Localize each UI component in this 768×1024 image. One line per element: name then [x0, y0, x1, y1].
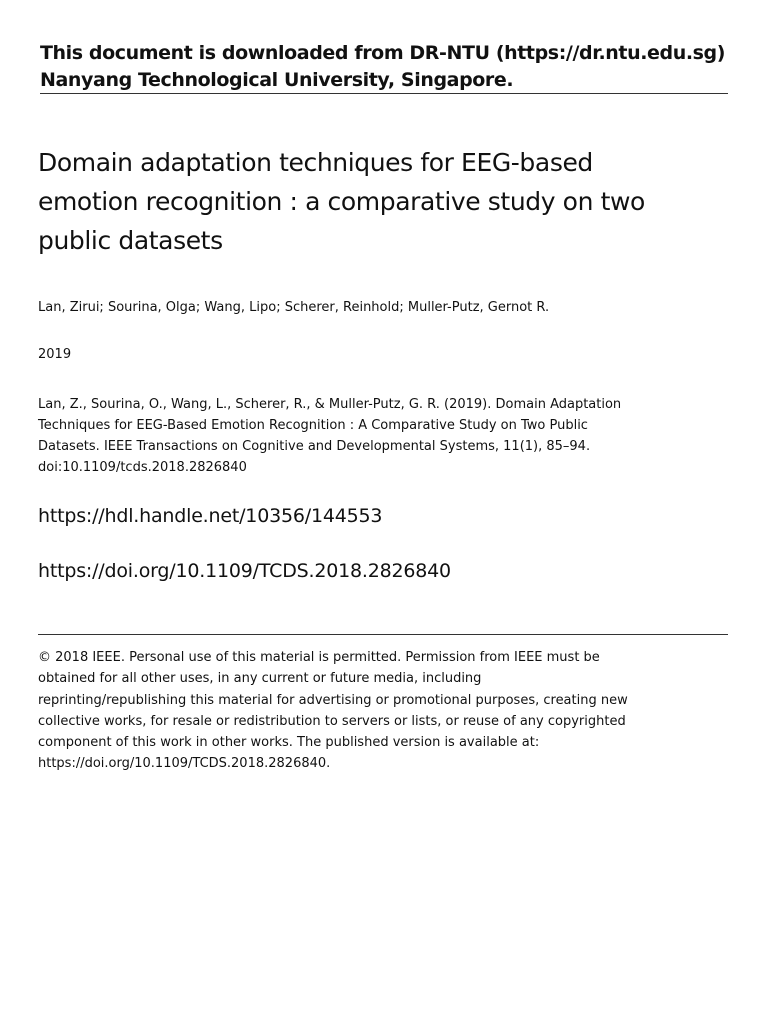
document-title	[38, 143, 678, 260]
handle-link[interactable]: https://hdl.handle.net/10356/144553	[38, 505, 383, 527]
author-list: Lan, Zirui; Sourina, Olga; Wang, Lipo; Scherer, Reinhold; Muller-Putz, Gernot R.	[38, 300, 550, 315]
doi-link[interactable]: https://doi.org/10.1109/TCDS.2018.2826840	[38, 560, 451, 582]
copyright-line: © 2018 IEEE. Personal use of this material is permitted. Permission from IEEE must be	[38, 650, 600, 665]
title-line: emotion recognition : a comparative study on two	[38, 187, 645, 216]
repository-header	[40, 40, 728, 94]
publication-year: 2019	[38, 347, 72, 362]
header-university: Nanyang Technological University, Singapore.	[40, 69, 514, 91]
copyright-line: collective works, for resale or redistribution to servers or lists, or reuse of any copyrighted	[38, 713, 626, 729]
copyright-line: https://doi.org/10.1109/TCDS.2018.2826840.	[38, 756, 331, 772]
title-line: Domain adaptation techniques for EEG-based	[38, 148, 593, 177]
section-divider	[38, 634, 728, 635]
copyright-line: obtained for all other uses, in any current or future media, including	[38, 671, 482, 687]
copyright-line: reprinting/republishing this material for advertising or promotional purposes, creating new	[38, 692, 628, 708]
citation-line: doi:10.1109/tcds.2018.2826840	[38, 460, 247, 475]
copyright-notice	[38, 647, 628, 775]
citation-line: Datasets. IEEE Transactions on Cognitive and Developmental Systems, 11(1), 85–94.	[38, 439, 591, 454]
citation-line: Techniques for EEG-Based Emotion Recognition : A Comparative Study on Two Public	[38, 418, 588, 433]
citation-line: Lan, Z., Sourina, O., Wang, L., Scherer, R., & Muller-Putz, G. R. (2019). Domain Adaptation	[38, 397, 622, 412]
title-line: public datasets	[38, 226, 223, 255]
copyright-line: component of this work in other works. The published version is available at:	[38, 735, 540, 751]
citation-block	[38, 394, 621, 478]
header-divider	[40, 93, 728, 94]
header-download-notice: This document is downloaded from DR-NTU (https://dr.ntu.edu.sg)	[40, 42, 726, 64]
